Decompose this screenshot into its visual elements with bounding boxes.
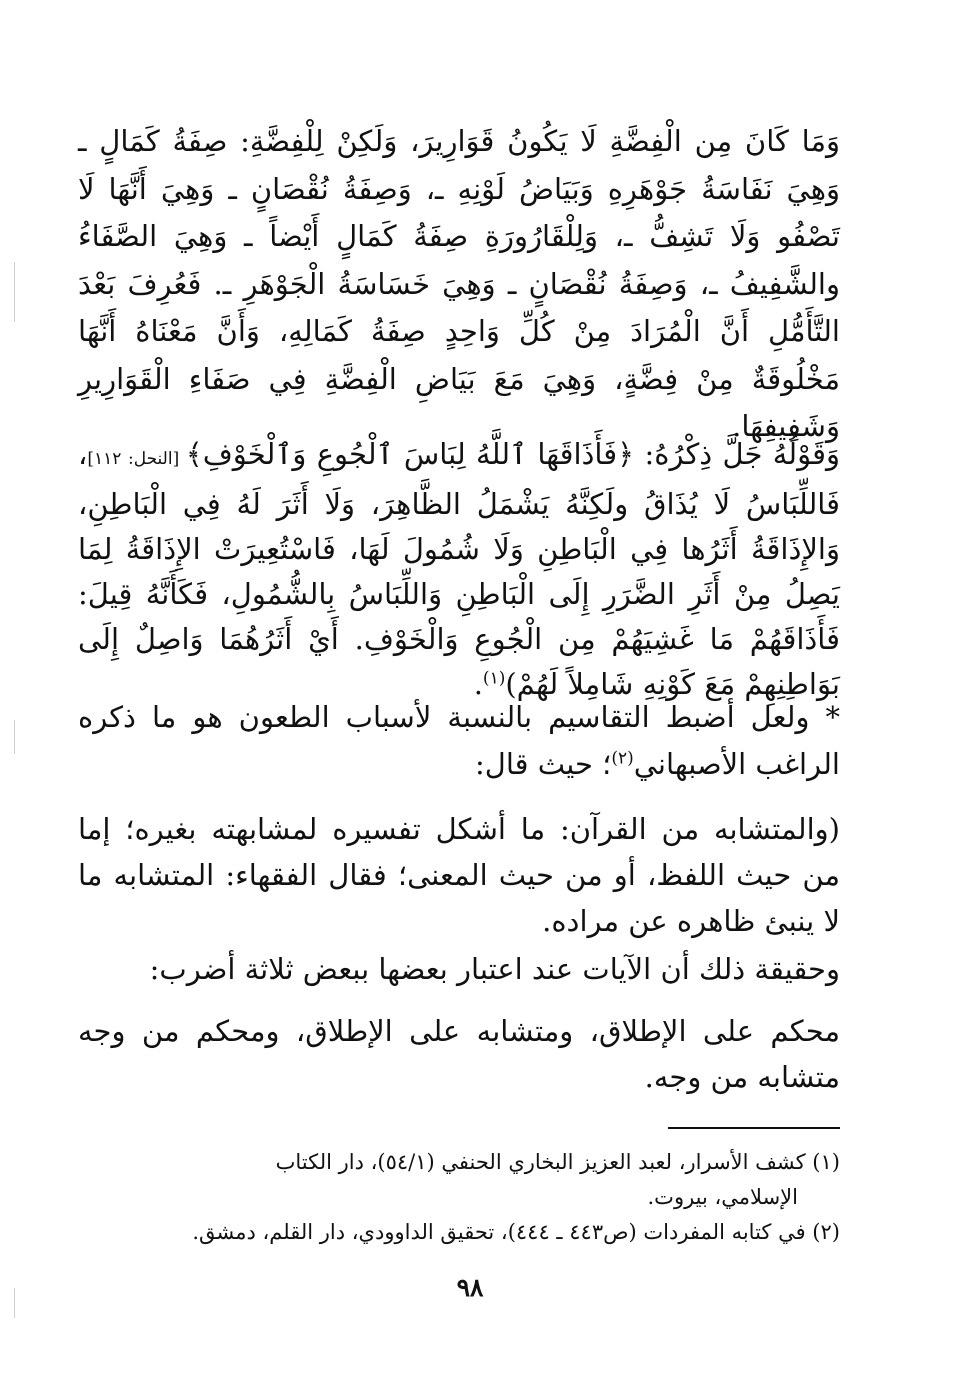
paragraph-types-list: محكم على الإطلاق، ومتشابه على الإطلاق، ومحكم من وجه متشابه من وجه. <box>78 1014 840 1094</box>
paragraph-three-types: وحقيقة ذلك أن الآيات عند اعتبار بعضها ببعض ثلاثة أضرب: <box>149 952 840 986</box>
paragraph-intro: وَقَوْلُهُ جَلَّ ذِكْرُهُ: <box>634 437 840 471</box>
footnote-1-continued: الإسلامي، بيروت. <box>647 1185 798 1209</box>
paragraph-verse-commentary <box>78 432 840 707</box>
verse-reference: [النحل: ١١٢] <box>87 449 186 469</box>
scan-edge-mark <box>14 262 15 322</box>
footnote-1: (١) كشف الأسرار، لعبد العزيز البخاري الحنفي (٥٤/١)، دار الكتاب <box>275 1150 840 1174</box>
footnote-divider <box>668 1127 840 1129</box>
page-number: ٩٨ <box>456 1273 484 1302</box>
scan-edge-mark <box>14 720 15 754</box>
paragraph-raghib-intro <box>78 694 840 788</box>
footnotes <box>78 1145 840 1250</box>
paragraph-silver-glass: وَمَا كَانَ مِن الْفِضَّةِ لَا يَكُونُ قَوَارِيرَ، وَلَكِنْ لِلْفِضَّةِ: صِفَةُ كَمَالٍ ـ وَهِيَ نَفَاسَةُ جَوْهَرِهِ وَبَيَاضُ لَوْنِهِ ـ، وَصِفَةُ نُقْصَانٍ ـ وَهِيَ أَنَّهَا لَا تَصْفُو وَلَا تَشِفُّ ـ، وَلِلْقَارُورَةِ صِفَةُ كَمَالٍ أَيْضاً ـ وَهِيَ الصَّفَاءُ والشَّفِيفُ ـ، وَصِفَةُ نُقْصَانٍ ـ وَهِيَ خَسَاسَةُ الْجَوْهَرِ ـ. فَعُرِفَ بَعْدَ التَّأَمُّلِ أَنَّ الْمُرَادَ مِنْ كُلِّ وَاحِدٍ صِفَةُ كَمَالِهِ، وَأَنَّ مَعْنَاهُ أَنَّهَا مَخْلُوقَةٌ مِنْ فِضَّةٍ، وَهِيَ مَعَ بَيَاضِ الْفِضَّةِ فِي صَفَاءِ الْقَوَارِيرِ وَشَفِيفِهَا. <box>78 124 840 443</box>
paragraph-body: ، فَاللِّبَاسُ لَا يُذَاقُ ولَكِنَّهُ يَشْمَلُ الظَّاهِرَ، وَلَا أَثَرَ لَهُ فِي الْبَاطِنِ، وَالإِذَاقَةُ أَثَرُها فِي الْبَاطِنِ وَلَا شُمُولَ لَهَا، فَاسْتُعِيرَتْ الإِذَاقَةُ لِمَا يَصِلُ مِنْ أَثَرِ الضَّرَرِ إِلَى الْبَاطِنِ وَاللِّبَاسُ بِالشُّمُولِ، فَكَأَنَّهُ قِيلَ: فَأَذَاقَهُمْ مَا غَشِيَهُمْ مِن الْجُوعِ وَالْخَوْفِ. أَيْ أَثَرُهُمَا وَاصِلٌ إِلَى بَوَاطِنِهِمْ مَعَ كَوْنِهِ شَامِلاً لَهُمْ) <box>78 437 840 701</box>
scan-edge-mark <box>14 1288 15 1318</box>
footnote-marker-1: (١) <box>482 668 506 689</box>
paragraph-end: . <box>473 667 483 701</box>
paragraph-mutashabih-definition: (والمتشابه من القرآن: ما أشكل تفسيره لمشابهته بغيره؛ إما من حيث اللفظ، أو من حيث المعنى؛ فقال الفقهاء: المتشابه ما لا ينبئ ظاهره عن مراده. <box>78 812 840 938</box>
quran-verse: ﴿فَأَذَاقَهَا ٱللَّهُ لِبَاسَ ٱلْجُوعِ وَٱلْخَوْفِ﴾ <box>185 437 635 471</box>
footnote-marker-2: (٢) <box>611 748 634 769</box>
paragraph-text-end: ؛ حيث قال: <box>474 747 612 781</box>
paragraph-text: * ولعل أضبط التقاسيم بالنسبة لأسباب الطعون هو ما ذكره الراغب الأصبهاني <box>78 700 840 781</box>
footnote-2: (٢) في كتابه المفردات (ص٤٤٣ ـ ٤٤٤)، تحقيق الداوودي، دار القلم، دمشق. <box>192 1220 840 1244</box>
